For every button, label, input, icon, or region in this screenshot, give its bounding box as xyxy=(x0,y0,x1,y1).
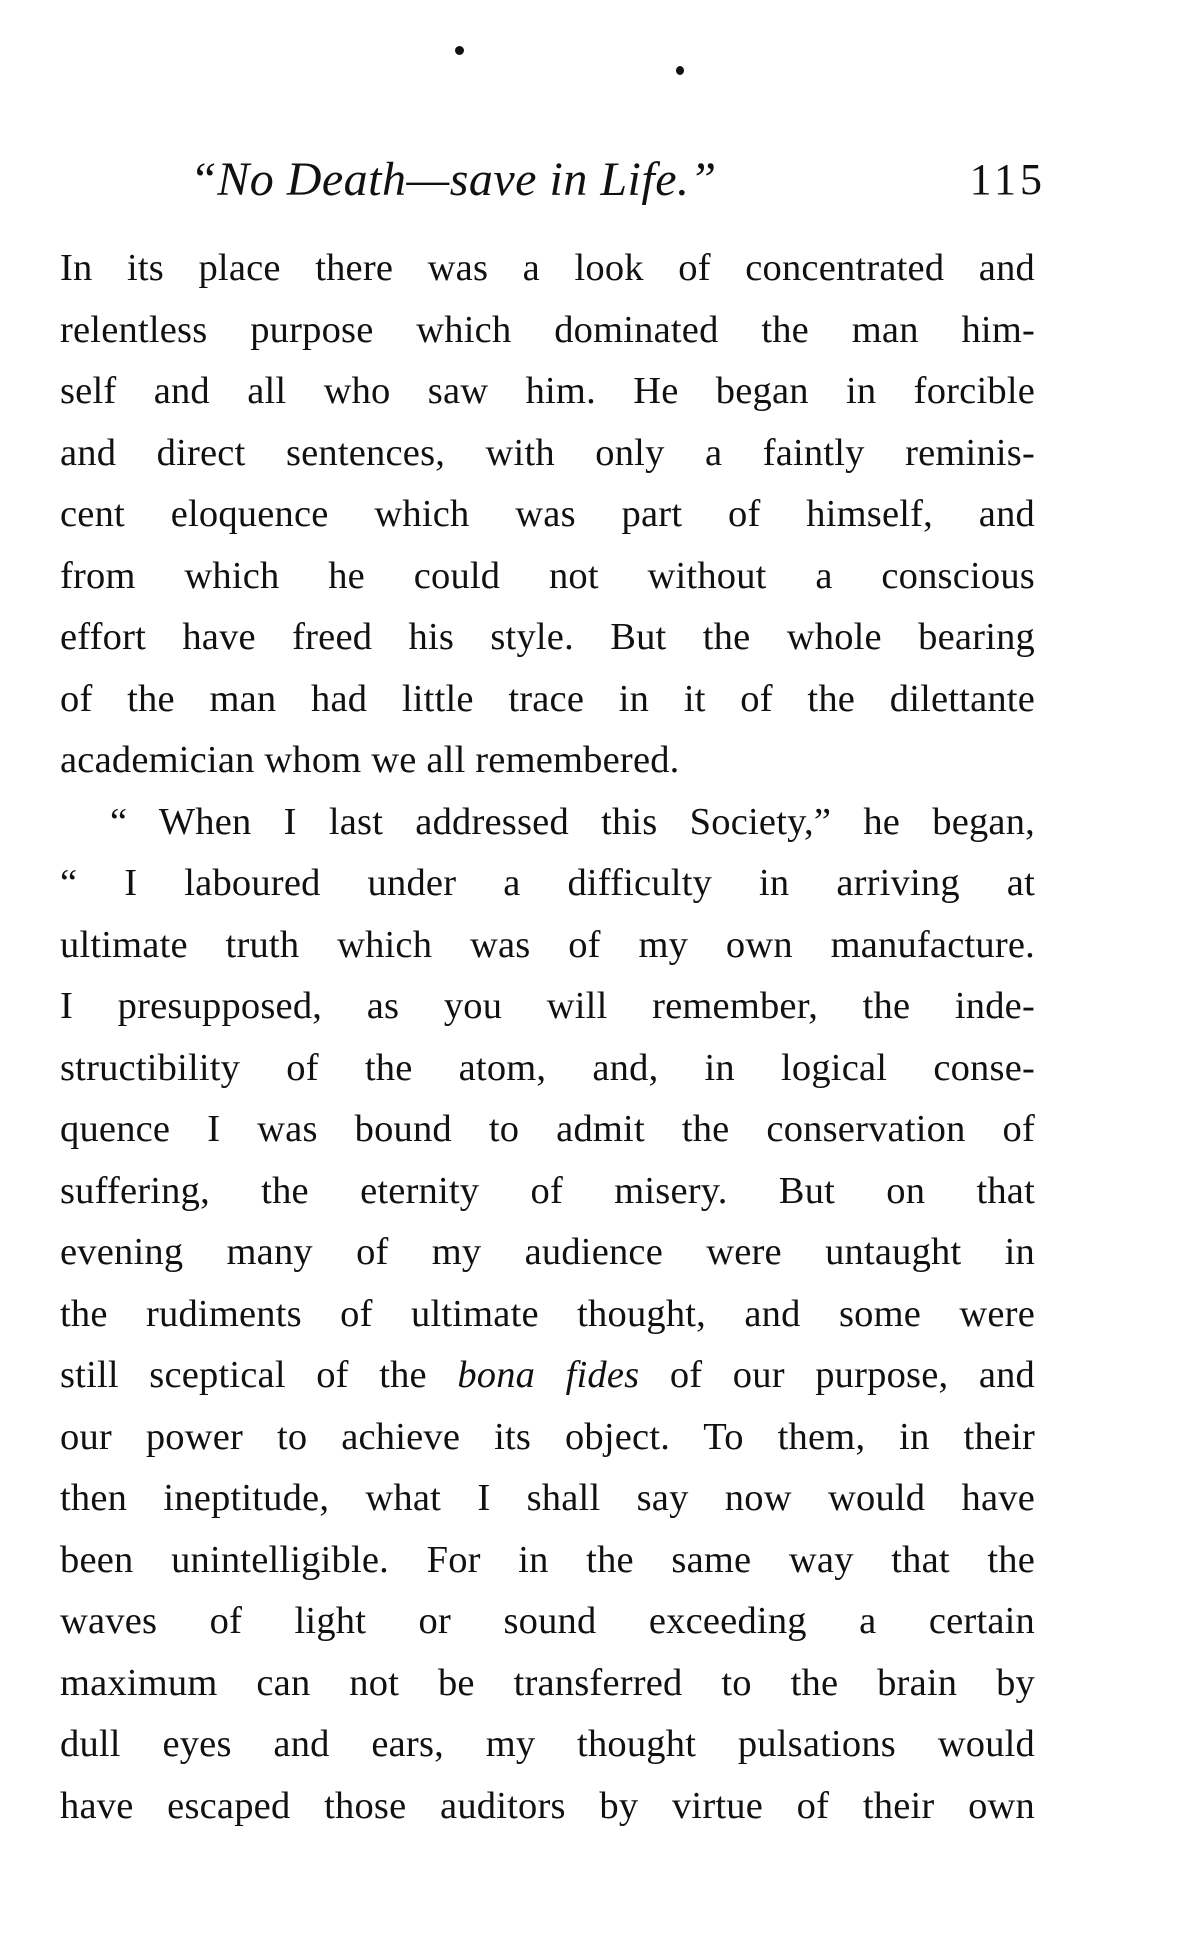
text-line: dull eyes and ears, my thought pulsations would xyxy=(60,1723,1035,1765)
paragraph-2 xyxy=(60,792,1035,1838)
text-line: our power to achieve its object. To them, in their xyxy=(60,1415,1035,1458)
text-line: been unintelligible. For in the same way that the xyxy=(60,1538,1035,1581)
text-line: evening many of my audience were untaught in xyxy=(60,1231,1035,1273)
text-fragment: still sceptical of the xyxy=(60,1354,458,1396)
text-line: ultimate truth which was of my own manufacture. xyxy=(60,923,1035,966)
text-line: the rudiments of ultimate thought, and some were xyxy=(60,1292,1035,1335)
text-line: “ I laboured under a difficulty in arriving at xyxy=(60,862,1035,904)
ink-speck xyxy=(455,46,464,55)
text-line: academician whom we all remembered. xyxy=(60,739,680,781)
text-line-with-italic xyxy=(60,1345,1035,1407)
text-line: from which he could not without a conscious xyxy=(60,554,1035,597)
ink-speck xyxy=(676,66,684,75)
text-line: of the man had little trace in it of the dilettante xyxy=(60,677,1035,720)
paragraph-1 xyxy=(60,238,1035,792)
text-line: suffering, the eternity of misery. But on that xyxy=(60,1169,1035,1212)
text-line: waves of light or sound exceeding a certain xyxy=(60,1600,1035,1642)
text-line: cent eloquence which was part of himself, and xyxy=(60,493,1035,535)
text-line: and direct sentences, with only a faintly reminis- xyxy=(60,431,1035,474)
text-line: effort have freed his style. But the whole bearing xyxy=(60,616,1035,658)
text-line: self and all who saw him. He began in forcible xyxy=(60,370,1035,412)
running-title: “No Death—save in Life.” xyxy=(190,153,717,206)
text-line: “ When I last addressed this Society,” he began, xyxy=(110,800,1035,843)
text-line: I presupposed, as you will remember, the inde- xyxy=(60,985,1035,1027)
text-line: quence I was bound to admit the conservation of xyxy=(60,1108,1035,1150)
text-line: have escaped those auditors by virtue of their own xyxy=(60,1784,1035,1827)
text-fragment: of our purpose, and xyxy=(639,1354,1036,1396)
body-text xyxy=(60,238,1035,1837)
italic-phrase: bona fides xyxy=(457,1354,640,1396)
text-line: In its place there was a look of concentrated and xyxy=(60,247,1035,289)
text-line: maximum can not be transferred to the brain by xyxy=(60,1661,1035,1704)
page-number: 115 xyxy=(969,155,1046,204)
page-header xyxy=(190,152,1050,212)
text-line: structibility of the atom, and, in logical conse- xyxy=(60,1046,1035,1089)
text-line: relentless purpose which dominated the man him- xyxy=(60,308,1035,351)
text-line: then ineptitude, what I shall say now would have xyxy=(60,1477,1035,1519)
